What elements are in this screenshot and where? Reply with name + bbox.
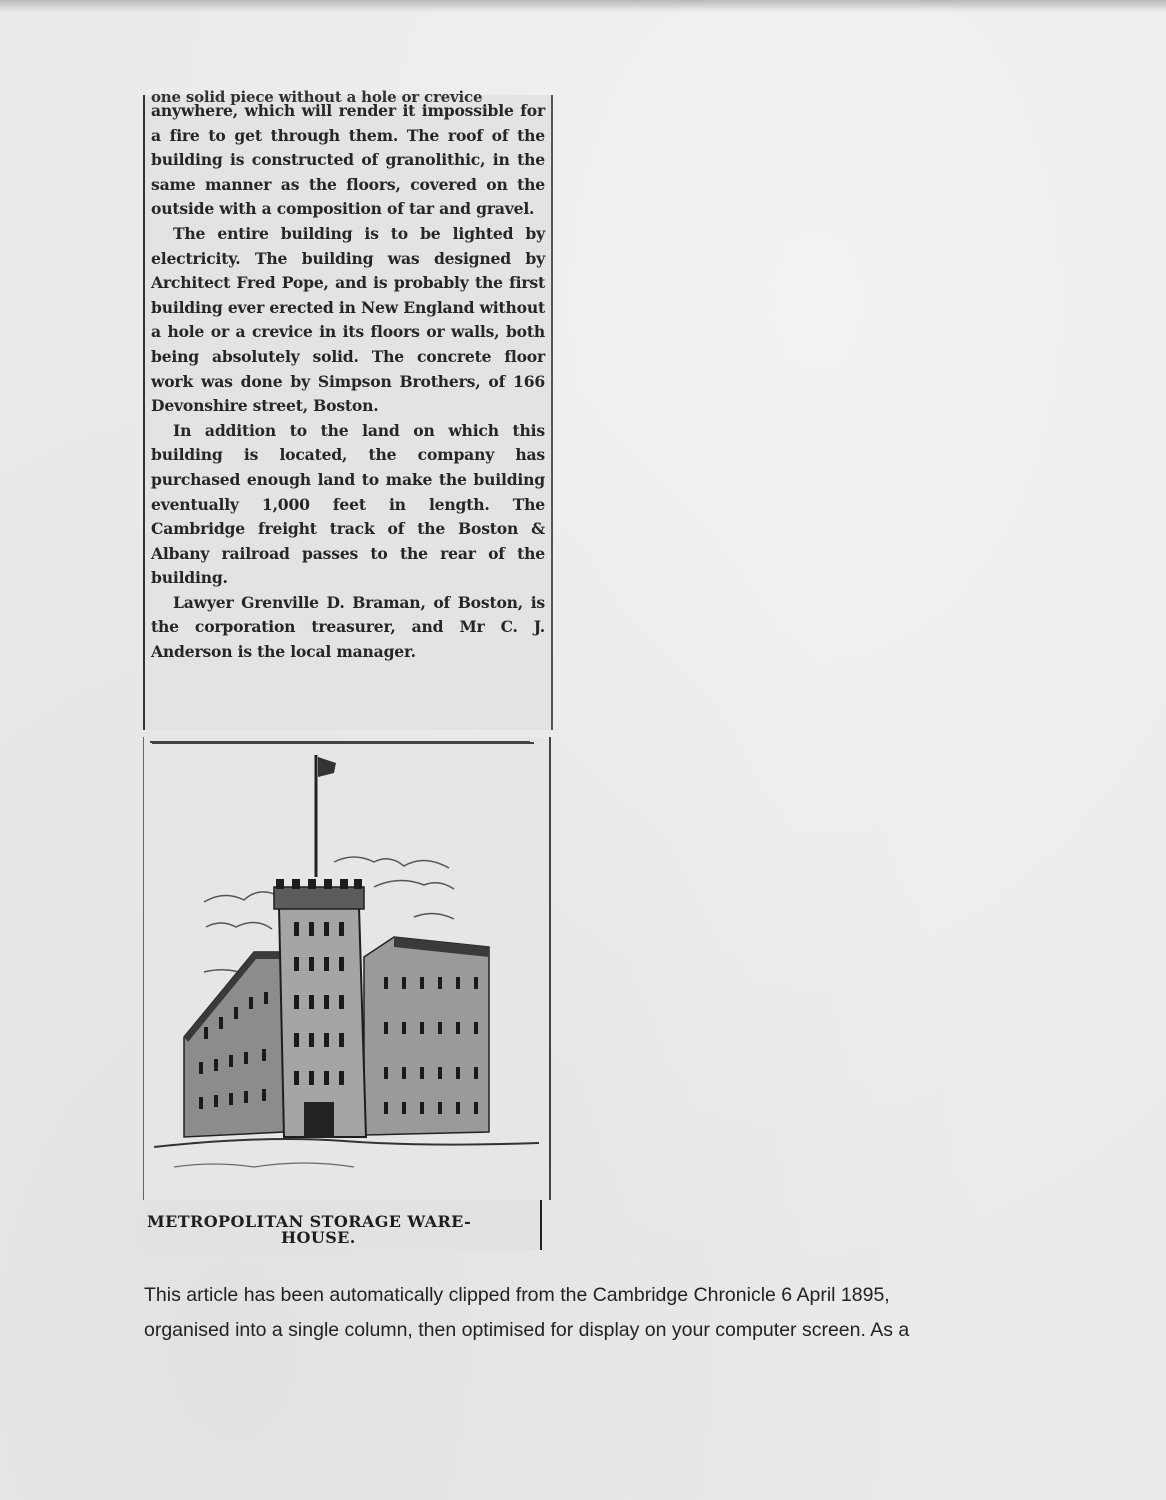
ground-line (154, 1139, 539, 1147)
article-paragraph-3: In addition to the land on which this building is located, the company has purchased enough land to make the building eventually 1,000 feet in length. The Cambridge freight track of the Boston & Albany railroad passes to the rear of the building. (151, 420, 545, 588)
footnote-line-1: This article has been automatically clipped from the Cambridge Chronicle 6 April 1895, (144, 1284, 890, 1306)
caption-line-2: HOUSE. (281, 1228, 356, 1247)
newspaper-clipping (143, 88, 553, 730)
article-paragraph-1: anywhere, which will render it impossible for a fire to get through them. The roof of the building is constructed of granolithic, in the same manner as the floors, covered on the outside with a composition of tar and gravel. (151, 101, 545, 219)
article-text (151, 89, 545, 665)
clipping-footnote (144, 1278, 1104, 1348)
warehouse-illustration (144, 737, 549, 1200)
column-rule (150, 741, 530, 743)
flag (318, 757, 336, 777)
right-wing (364, 937, 489, 1135)
footnote-line-2: organised into a single column, then optimised for display on your computer screen. As a (144, 1319, 910, 1341)
cut-off-line: one solid piece without a hole or crevice (151, 88, 483, 106)
article-paragraph-2: The entire building is to be lighted by electricity. The building was designed by Architect Fred Pope, and is probably the first building ever erected in New England without a hole or a crevice in its floors or walls, both being absolutely solid. The concrete floor work was done by Simpson Brothers, of 166 Devonshire street, Boston. (151, 223, 545, 416)
warehouse-engraving (143, 737, 551, 1200)
scan-edge-shadow (0, 0, 1166, 12)
illustration-caption (143, 1200, 542, 1250)
caption-line-1: METROPOLITAN STORAGE WARE- (147, 1212, 472, 1231)
article-paragraph-4: Lawyer Grenville D. Braman, of Boston, is the corporation treasurer, and Mr C. J. Anderson is the local manager. (151, 592, 545, 662)
entrance-door (304, 1102, 334, 1137)
